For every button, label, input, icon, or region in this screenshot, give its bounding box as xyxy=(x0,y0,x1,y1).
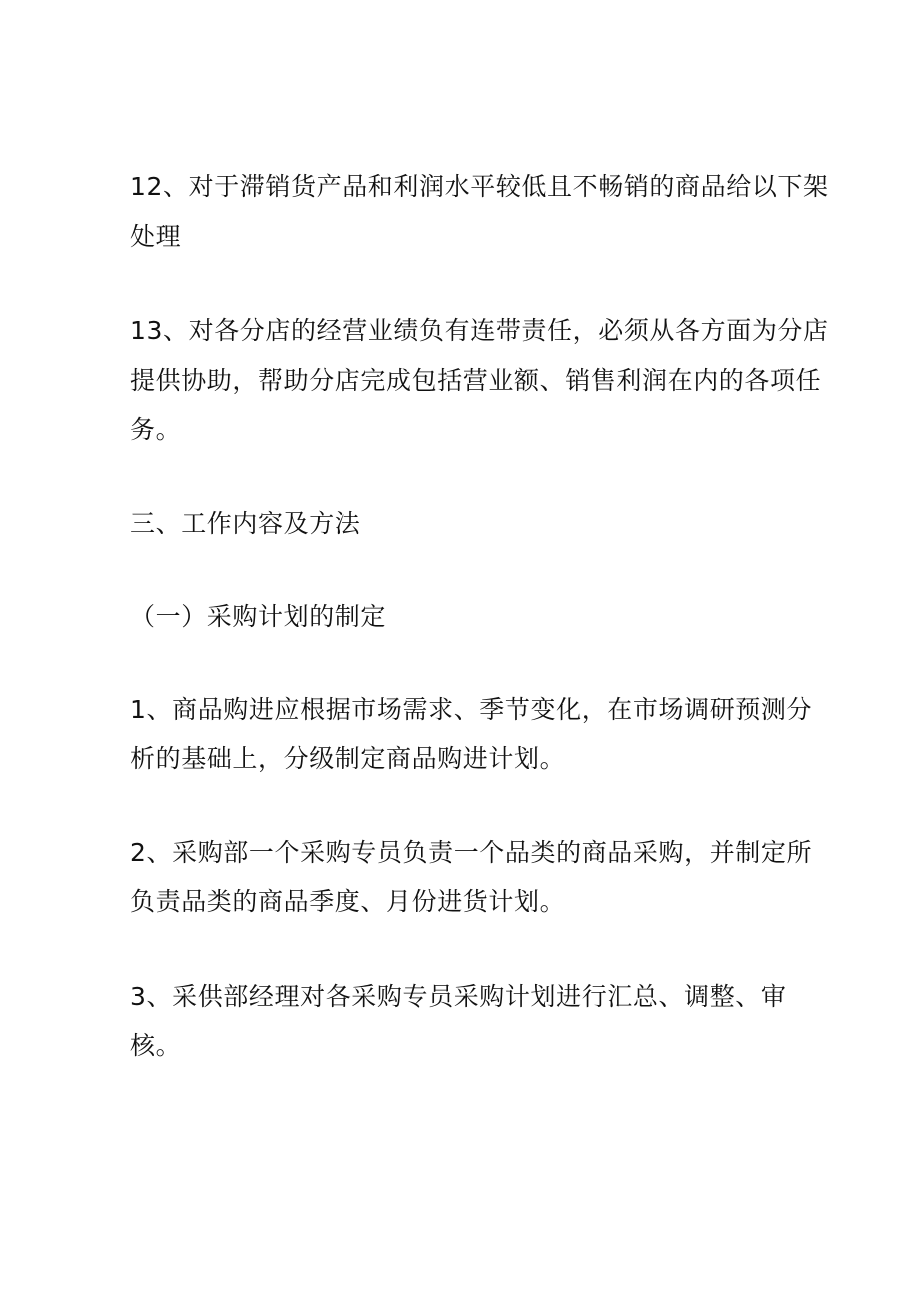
item-12-line-1: 12、对于滞销货产品和利润水平较低且不畅销的商品给以下架 xyxy=(130,172,829,201)
point-2-line-1: 2、采购部一个采购专员负责一个品类的商品采购，并制定所 xyxy=(130,838,813,867)
point-3-line-2: 核。 xyxy=(130,1031,182,1060)
point-1-line-1: 1、商品购进应根据市场需求、季节变化，在市场调研预测分 xyxy=(130,695,813,724)
section-3-heading: 三、工作内容及方法 xyxy=(130,509,361,538)
item-13-line-2: 提供协助，帮助分店完成包括营业额、销售利润在内的各项任 xyxy=(130,366,822,395)
item-13-line-3: 务。 xyxy=(130,415,182,444)
point-2-line-2: 负责品类的商品季度、月份进货计划。 xyxy=(130,887,566,916)
point-1-line-2: 析的基础上，分级制定商品购进计划。 xyxy=(130,744,566,773)
point-3-line-1: 3、采供部经理对各采购专员采购计划进行汇总、调整、审 xyxy=(130,982,787,1011)
subsection-1-heading: （一）采购计划的制定 xyxy=(130,602,387,631)
item-13-line-1: 13、对各分店的经营业绩负有连带责任，必须从各方面为分店 xyxy=(130,316,829,345)
item-12-line-2: 处理 xyxy=(130,222,182,251)
